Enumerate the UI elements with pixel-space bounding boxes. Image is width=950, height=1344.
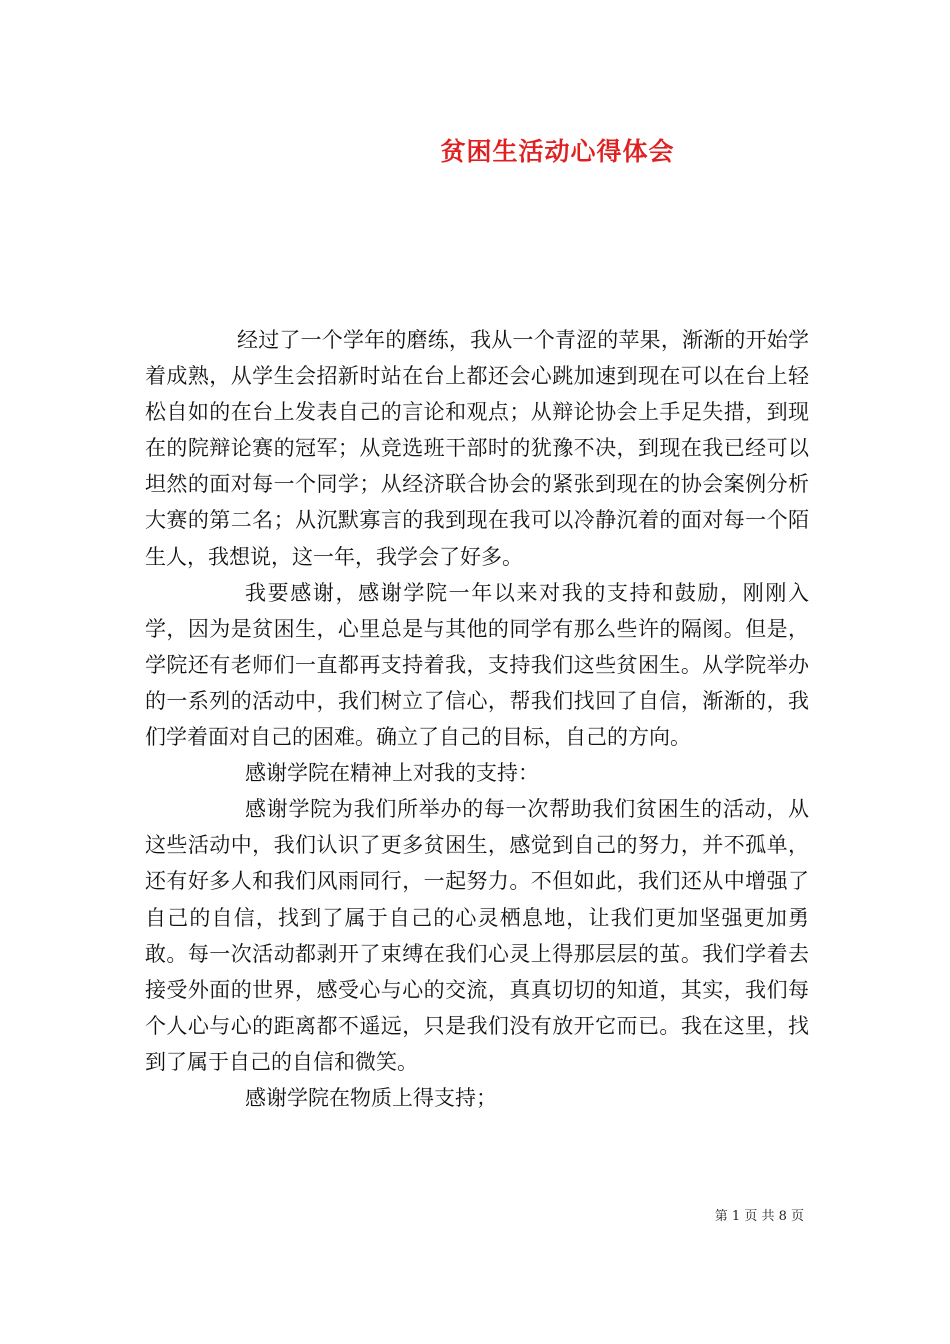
paragraph-1: 经过了一个学年的磨练，我从一个青涩的苹果，渐渐的开始学着成熟，从学生会招新时站在台上都还会心跳加速到现在可以在台上轻松自如的在台上发表自己的言论和观点；从辩论协会上手足失措，到现在的院辩论赛的冠军；从竞选班干部时的犹豫不决，到现在我已经可以坦然的面对每一个同学；从经济联合协会的紧张到现在的协会案例分析大赛的第二名；从沉默寡言的我到现在我可以冷静沉着的面对每一个陌生人，我想说，这一年，我学会了好多。 bbox=[145, 328, 809, 569]
paragraph-4: 感谢学院为我们所举办的每一次帮助我们贫困生的活动，从这些活动中，我们认识了更多贫困生，感觉到自己的努力，并不孤单，还有好多人和我们风雨同行，一起努力。不但如此，我们还从中增强了自己的自信，找到了属于自己的心灵栖息地，让我们更加坚强更加勇敢。每一次活动都剥开了束缚在我们心灵上得那层层的茧。我们学着去接受外面的世界，感受心与心的交流，真真切切的知道，其实，我们每个人心与心的距离都不遥远，只是我们没有放开它而已。我在这里，找到了属于自己的自信和微笑。 bbox=[145, 797, 809, 1074]
paragraph-2: 我要感谢，感谢学院一年以来对我的支持和鼓励，刚刚入学，因为是贫困生，心里总是与其他的同学有那么些许的隔阂。但是，学院还有老师们一直都再支持着我，支持我们这些贫困生。从学院举办的一系列的活动中，我们树立了信心，帮我们找回了自信，渐渐的，我们学着面对自己的困难。确立了自己的目标，自己的方向。 bbox=[145, 580, 809, 750]
document-body bbox=[145, 322, 809, 1116]
paragraph-3: 感谢学院在精神上对我的支持： bbox=[245, 761, 539, 786]
page-number-footer: 第 1 页 共 8 页 bbox=[714, 1209, 804, 1224]
document-title: 贫困生活动心得体会 bbox=[440, 137, 675, 166]
paragraph-5: 感谢学院在物质上得支持； bbox=[245, 1085, 497, 1110]
